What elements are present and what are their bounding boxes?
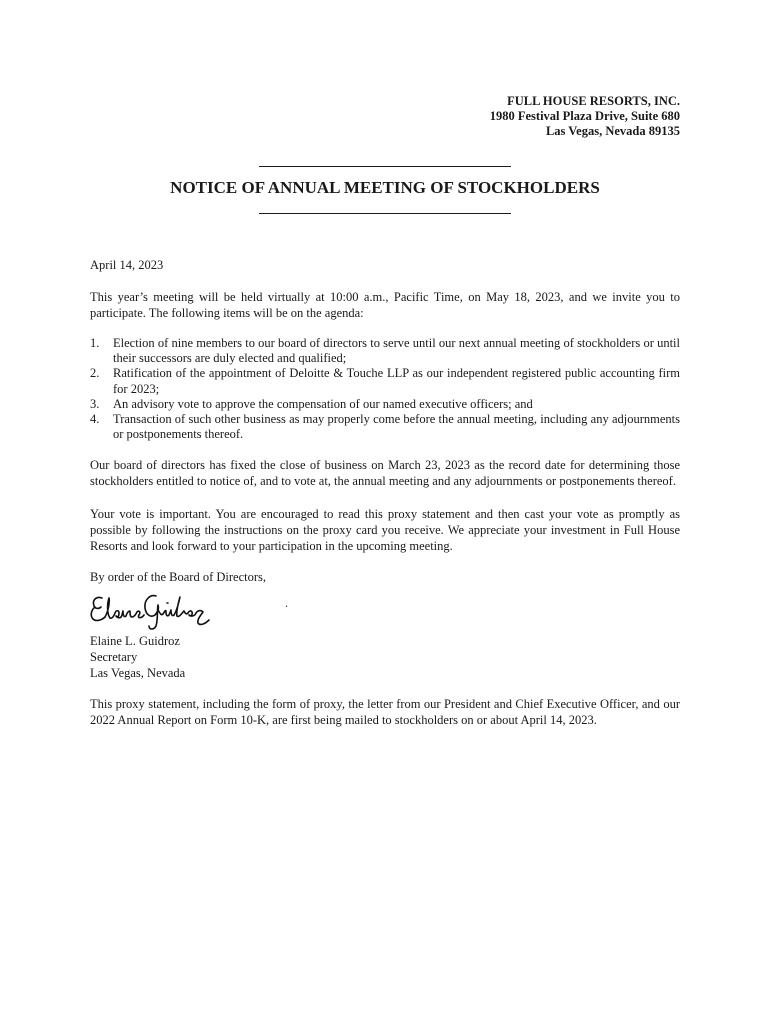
signer-title: Secretary xyxy=(90,650,138,664)
vote-paragraph: Your vote is important. You are encouraged to read this proxy statement and then cast your vote as promptly as possible by following the instructions on the proxy card you receive. We appreciate your investment in Full House Resorts and look forward to your participation in the upcoming meeting. xyxy=(90,507,680,553)
handwritten-signature-icon xyxy=(88,588,218,634)
address-line-2: Las Vegas, Nevada 89135 xyxy=(545,124,680,138)
letterhead xyxy=(490,94,680,139)
agenda-item xyxy=(90,336,680,366)
agenda-item xyxy=(90,397,680,412)
agenda-item-number: 4. xyxy=(90,412,100,427)
closing-paragraph: This proxy statement, including the form of proxy, the letter from our President and Chief Executive Officer, and our 2022 Annual Report on Form 10-K, are first being mailed to stockholders on or about April 14, 2023. xyxy=(90,697,680,727)
agenda-item-text: Election of nine members to our board of directors to serve until our next annual meeting of stockholders or until their successors are duly elected and qualified; xyxy=(113,336,680,366)
title-rule-bottom xyxy=(259,213,511,214)
address-line-1: 1980 Festival Plaza Drive, Suite 680 xyxy=(489,109,680,123)
agenda-item xyxy=(90,412,680,442)
company-name: FULL HOUSE RESORTS, INC. xyxy=(507,94,680,108)
signer-location: Las Vegas, Nevada xyxy=(90,666,186,680)
record-date-paragraph: Our board of directors has fixed the close of business on March 23, 2023 as the record date for determining those stockholders entitled to notice of, and to vote at, the annual meeting and any adjournments or postponements thereof. xyxy=(90,458,680,488)
by-order-line: By order of the Board of Directors, xyxy=(90,570,266,584)
agenda-item-text: An advisory vote to approve the compensation of our named executive officers; and xyxy=(113,396,533,411)
notice-date: April 14, 2023 xyxy=(90,258,164,272)
page-title: NOTICE OF ANNUAL MEETING OF STOCKHOLDERS xyxy=(170,178,600,197)
agenda-item-number: 1. xyxy=(90,336,100,350)
stray-mark: . xyxy=(285,596,288,610)
intro-paragraph: This year’s meeting will be held virtually at 10:00 a.m., Pacific Time, on May 18, 2023, and we invite you to participate. The following items will be on the agenda: xyxy=(90,290,680,320)
agenda-list xyxy=(90,336,680,442)
signer-block xyxy=(90,633,185,681)
title-rule-top xyxy=(259,166,511,167)
agenda-item-number: 3. xyxy=(90,396,100,411)
agenda-item-text: Transaction of such other business as may properly come before the annual meeting, including any adjournments or postponements thereof. xyxy=(113,412,680,442)
signer-name: Elaine L. Guidroz xyxy=(90,634,180,648)
agenda-item xyxy=(90,366,680,396)
agenda-item-text: Ratification of the appointment of Deloitte & Touche LLP as our independent registered public accounting firm for 2023; xyxy=(113,366,680,396)
agenda-item-number: 2. xyxy=(90,366,100,381)
